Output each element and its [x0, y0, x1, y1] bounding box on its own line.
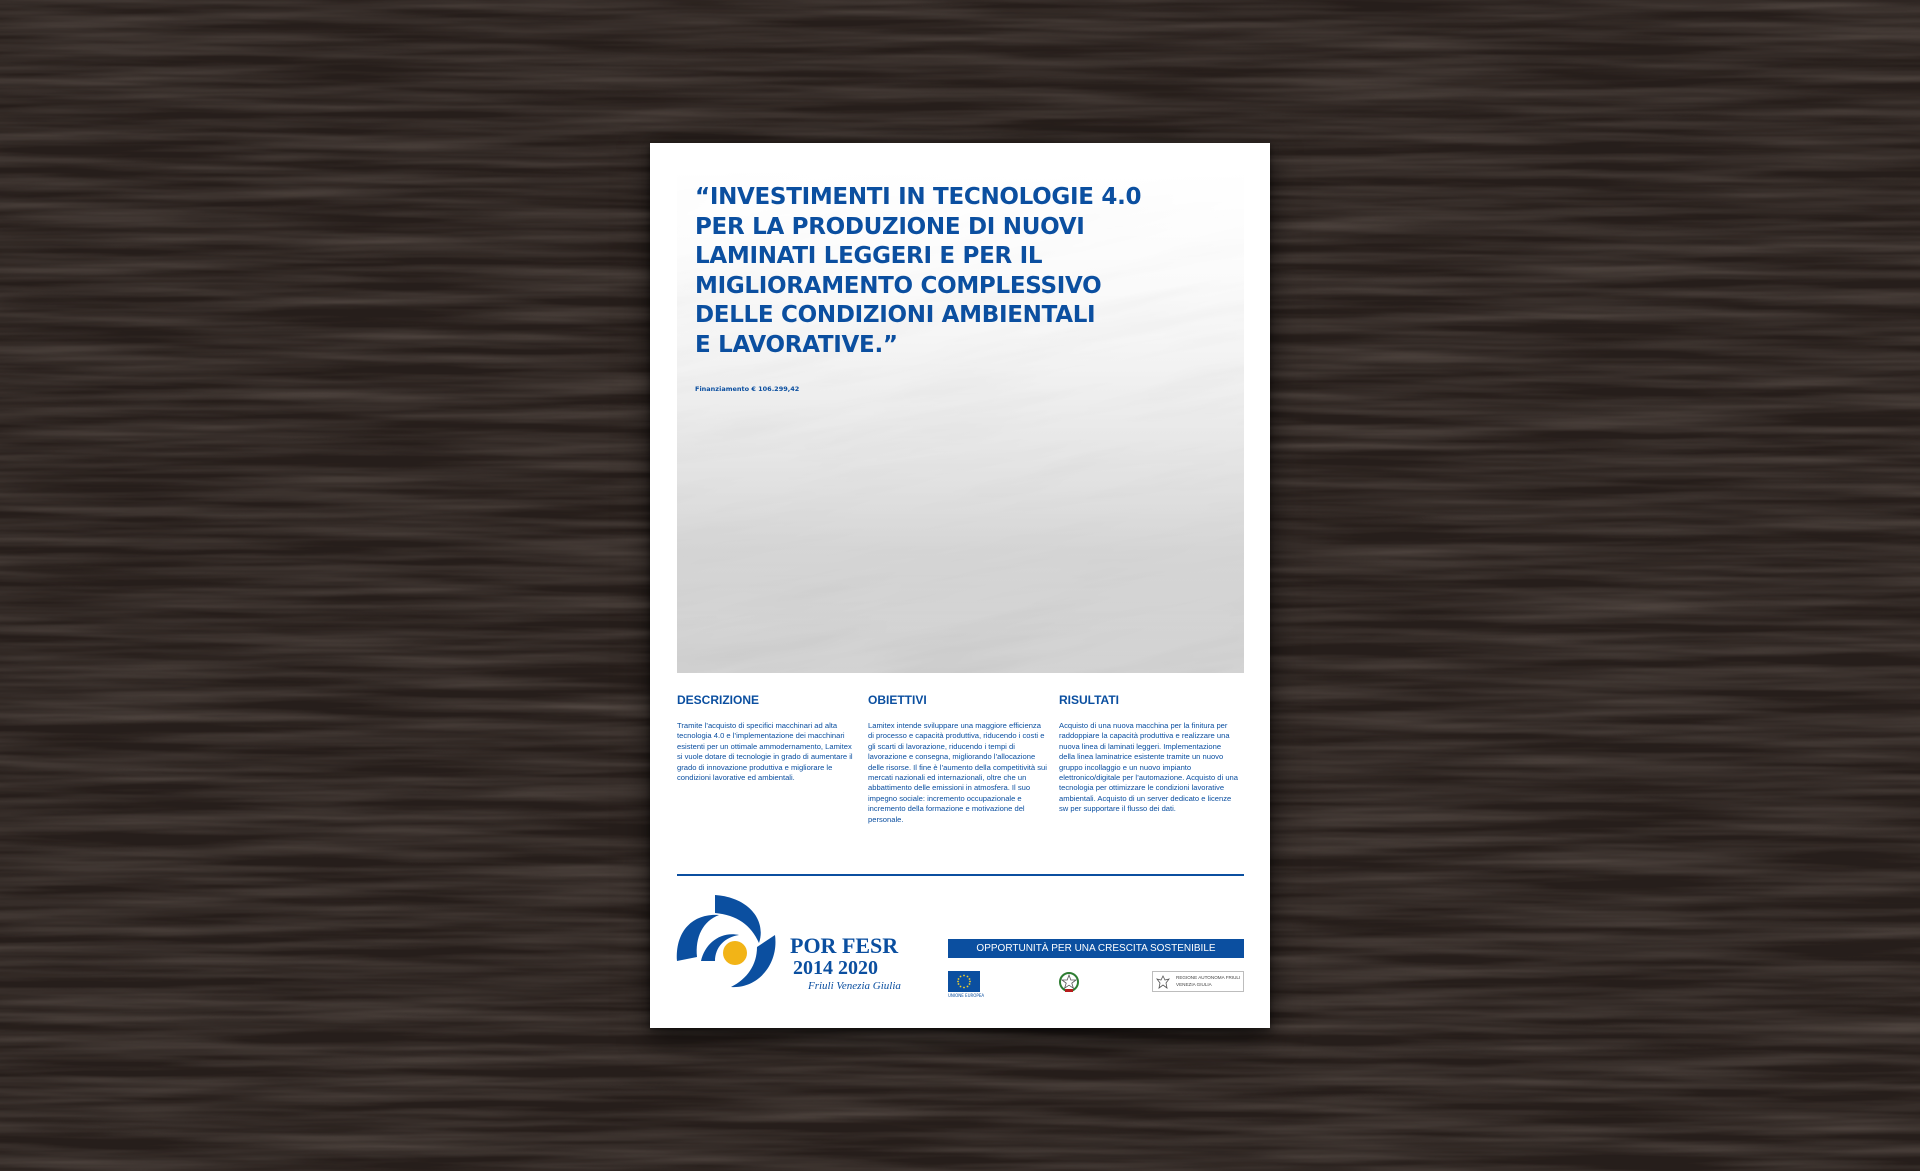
headline-line: MIGLIORAMENTO COMPLESSIVO	[695, 272, 1102, 299]
hero-image-area	[677, 169, 1244, 673]
headline-line: PER LA PRODUZIONE DI NUOVI	[695, 213, 1085, 240]
column-text: Acquisto di una nuova macchina per la finitura per raddoppiare la capacità produttiva e realizzare una nuova linea di laminati leggeri. Implementazione della linea laminatrice esistente tramite un nuovo gruppo incollaggio e un nuovo impianto elettronico/digitale per l’automazione. Acquisto di una tecnologia per ottimizzare le condizioni lavorative ambientali. Acquisto di un server dedicato e licenze sw per supportare il flusso dei dati.	[1059, 721, 1238, 814]
headline-line: “INVESTIMENTI IN TECNOLOGIE 4.0	[695, 184, 1142, 210]
eu-label: UNIONE EUROPEA	[948, 993, 985, 998]
fvg-region-logo	[1152, 971, 1244, 992]
column-text: Lamitex intende sviluppare una maggiore efficienza di processo e capacità produttiva, riducendo i costi e gli scarti di lavorazione, riducendo i tempi di lavorazione e consegna, migliorando l’allocazione delle risorse. Il fine è l’aumento della competitività sui mercati nazionali ed internazionali, oltre che un abbattimento delle emissioni in atmosfera. Il suo impegno sociale: incremento occupazionale e incremento della formazione e motivazione del personale.	[868, 721, 1047, 824]
funding-amount: Finanziamento € 106.299,42	[695, 385, 800, 393]
column-obiettivi	[868, 693, 1048, 825]
headline-line: LAMINATI LEGGERI E PER IL	[695, 243, 1043, 269]
slogan-banner: OPPORTUNITÀ PER UNA CRESCITA SOSTENIBILE	[948, 939, 1244, 958]
eu-flag-icon	[948, 971, 980, 992]
eagle-icon	[1156, 975, 1170, 989]
program-years: 2014 2020	[793, 957, 878, 979]
headline-quote	[695, 183, 1235, 360]
divider-line	[677, 874, 1244, 876]
column-title: RISULTATI	[1059, 693, 1119, 707]
column-title: DESCRIZIONE	[677, 693, 760, 707]
por-fesr-swirl-logo	[675, 891, 779, 995]
program-title: POR FESR	[790, 933, 899, 958]
column-descrizione	[677, 693, 857, 783]
italian-republic-emblem-icon	[1058, 971, 1080, 993]
column-title: OBIETTIVI	[868, 693, 927, 707]
headline-line: E LAVORATIVE.”	[695, 331, 898, 358]
fvg-label: REGIONE AUTONOMA FRIULI VENEZIA GIULIA	[1176, 975, 1241, 987]
headline-line: DELLE CONDIZIONI AMBIENTALI	[695, 302, 1096, 328]
poster	[650, 143, 1270, 1028]
program-region: Friuli Venezia Giulia	[808, 980, 901, 992]
column-text: Tramite l’acquisto di specifici macchinari ad alta tecnologia 4.0 e l’implementazione dei macchinari esistenti per un ottimale ammodernamento, Lamitex si vuole dotare di tecnologie in grado di aumentare il grado di innovazione produttiva e migliorare le condizioni lavorative ed ambientali.	[677, 721, 853, 783]
eu-logo	[948, 971, 985, 999]
column-risultati	[1059, 693, 1239, 815]
